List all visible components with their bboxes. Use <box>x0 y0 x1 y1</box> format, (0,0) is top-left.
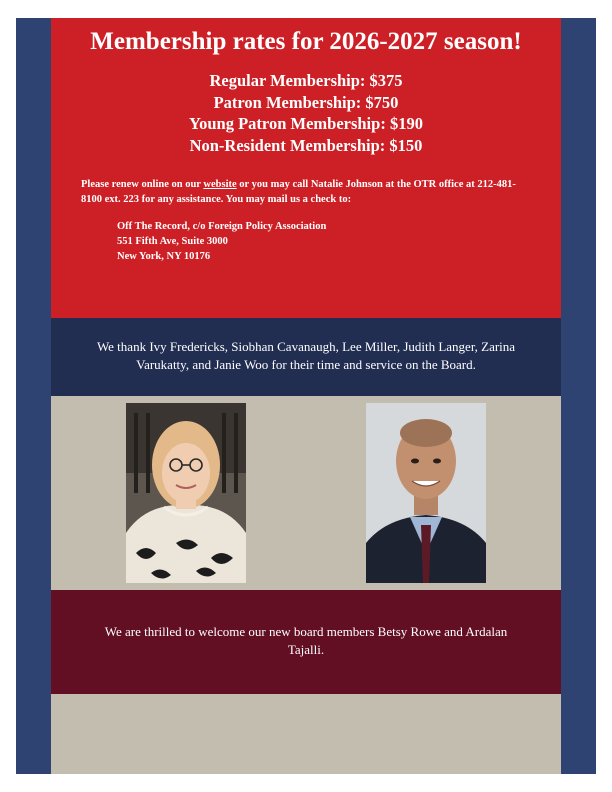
board-member-photo-2 <box>366 403 486 583</box>
new-board-photos <box>51 396 561 590</box>
renewal-text-start: Please renew online on our <box>81 179 204 190</box>
new-board-welcome-section <box>51 590 561 694</box>
rate-regular: Regular Membership: $375 <box>209 71 403 90</box>
membership-rates-title: Membership rates for 2026-2027 season! <box>90 28 522 55</box>
website-link[interactable]: website <box>203 179 237 190</box>
rate-young-patron: Young Patron Membership: $190 <box>189 114 423 133</box>
board-thanks-section <box>51 318 561 396</box>
mailing-address <box>117 219 561 264</box>
renewal-text-end: or you may call Natalie Johnson at the OTR office at 212-481-8100 ext. 223 for any assistance. You may mail us a check to: <box>81 179 516 205</box>
man-portrait-image <box>366 403 486 583</box>
address-line-1: Off The Record, c/o Foreign Policy Association <box>117 221 327 232</box>
renewal-instructions <box>81 177 533 207</box>
welcome-text: We are thrilled to welcome our new board members Betsy Rowe and Ardalan Tajalli. <box>104 624 508 657</box>
rate-patron: Patron Membership: $750 <box>213 92 399 112</box>
board-thanks-text: We thank Ivy Fredericks, Siobhan Cavanaugh, Lee Miller, Judith Langer, Zarina Varukatty, and Janie Woo for their time and service on the Board. <box>96 339 516 372</box>
address-line-2: 551 Fifth Ave, Suite 3000 <box>117 236 228 247</box>
address-line-3: New York, NY 10176 <box>117 251 211 262</box>
membership-rates-section <box>51 18 561 318</box>
woman-portrait-image <box>126 403 246 583</box>
rate-non-resident: Non-Resident Membership: $150 <box>189 135 423 155</box>
newsletter-column <box>51 18 561 774</box>
board-member-photo-1 <box>126 403 246 583</box>
rates-list <box>51 70 561 156</box>
